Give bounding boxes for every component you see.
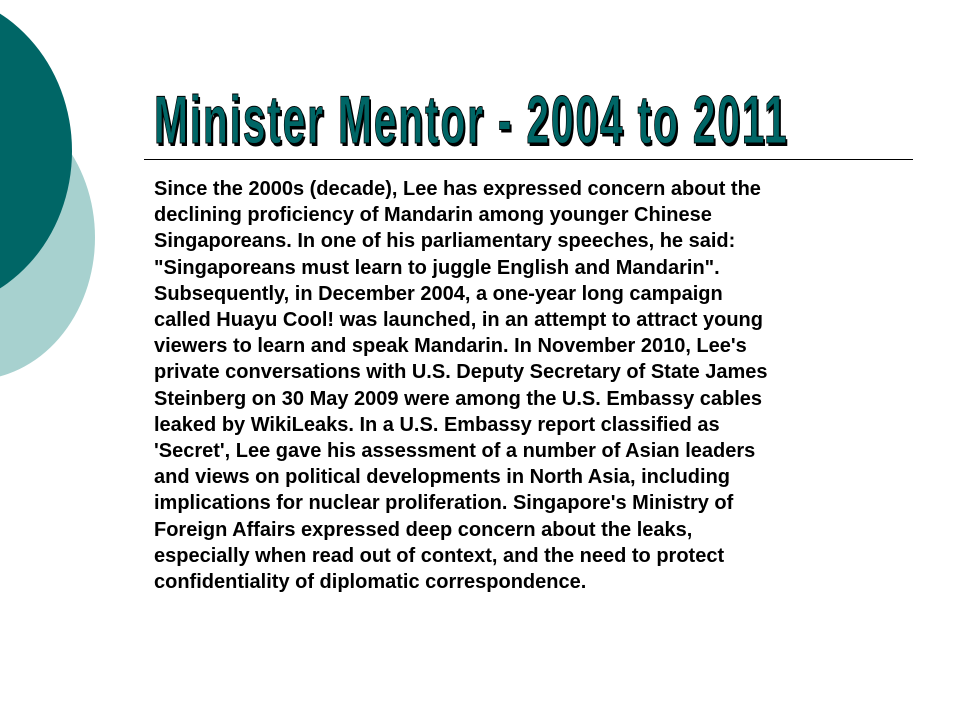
body-line: implications for nuclear proliferation. Singapore's Ministry of (154, 492, 734, 515)
body-line: "Singaporeans must learn to juggle English and Mandarin". (154, 256, 720, 279)
slide-title: Minister Mentor - 2004 to 2011 (154, 82, 789, 158)
body-line: called Huayu Cool! was launched, in an attempt to attract young (154, 309, 763, 332)
body-line: Subsequently, in December 2004, a one-year long campaign (154, 282, 723, 305)
body-line: Since the 2000s (decade), Lee has expressed concern about the (154, 178, 761, 200)
title-underline (144, 159, 913, 160)
body-line: 'Secret', Lee gave his assessment of a number of Asian leaders (154, 440, 756, 463)
body-line: especially when read out of context, and the need to protect (154, 544, 725, 567)
body-line: Foreign Affairs expressed deep concern about the leaks, (154, 518, 693, 541)
body-line: private conversations with U.S. Deputy Secretary of State James (154, 361, 768, 384)
title-container (148, 82, 912, 162)
body-line: Singaporeans. In one of his parliamentary speeches, he said: (154, 230, 736, 253)
body-line: and views on political developments in North Asia, including (154, 466, 731, 489)
body-paragraph (154, 176, 914, 595)
body-line: declining proficiency of Mandarin among younger Chinese (154, 204, 712, 227)
body-line: leaked by WikiLeaks. In a U.S. Embassy report classified as (154, 413, 720, 436)
body-line: confidentiality of diplomatic correspondence. (154, 571, 587, 594)
body-line: viewers to learn and speak Mandarin. In November 2010, Lee's (154, 335, 747, 358)
body-line: Steinberg on 30 May 2009 were among the U.S. Embassy cables (154, 387, 763, 410)
